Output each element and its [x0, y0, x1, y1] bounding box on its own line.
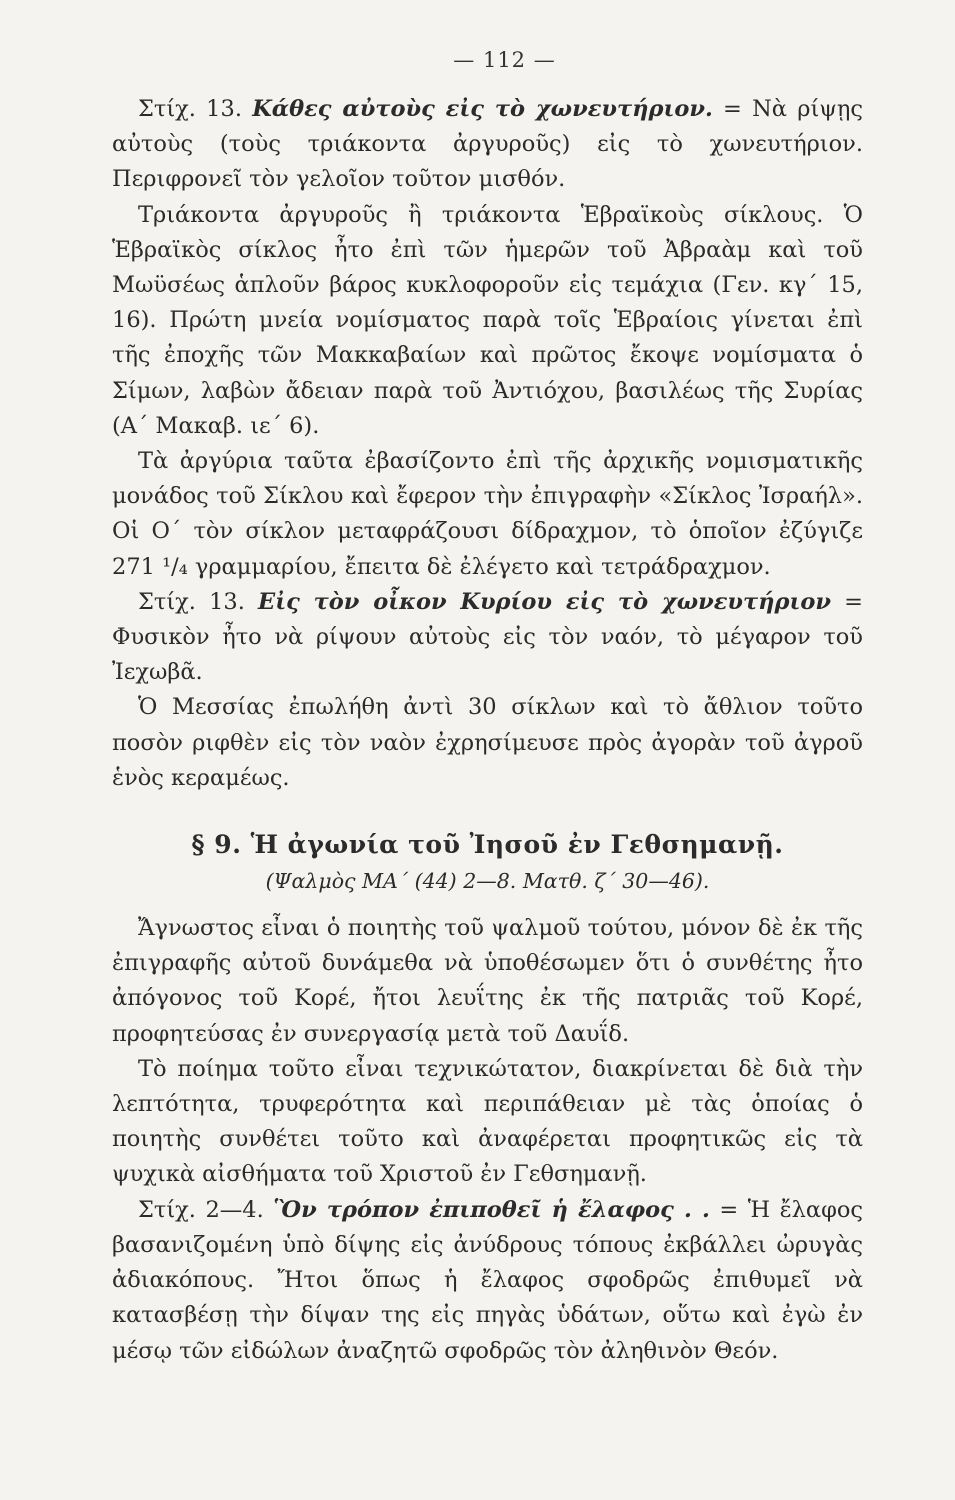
section-references: (Ψαλμὸς ΜΑ΄ (44) 2—8. Ματθ. ζ΄ 30—46).	[265, 869, 710, 894]
paragraph-poem-technical: Τὸ ποίημα τοῦτο εἶναι τεχνικώτατον, διακρίνεται δὲ διὰ τὴν λεπτότητα, τρυφερότητα καὶ περιπάθειαν μὲ τὰς ὁποίας ὁ ποιητὴς συνθέτει τοῦτο καὶ ἀναφέρεται προφητικῶς εἰς τὰ ψυχικὰ αἰσθήματα τοῦ Χριστοῦ ἐν Γεθσημανῇ.	[112, 1055, 863, 1188]
page-number: — 112 —	[453, 48, 556, 72]
paragraph-messiah-sold: Ὁ Μεσσίας ἐπωλήθη ἀντὶ 30 σίκλων καὶ τὸ ἄθλιον τοῦτο ποσὸν ριφθὲν εἰς τὸν ναὸν ἐχρησίμευσε πρὸς ἀγορὰν τοῦ ἀγροῦ ἑνὸς κεραμέως.	[112, 694, 863, 791]
verse-lemma: Εἰς τὸν οἶκον Κυρίου εἰς τὸ χωνευτήριον	[258, 588, 831, 615]
verse-ref: Στίχ. 13.	[138, 96, 242, 122]
verse-lemma: Ὃν τρόπον ἐπιποθεῖ ἡ ἔλαφος . .	[273, 1196, 710, 1223]
paragraph-verse-13a	[112, 92, 863, 198]
paragraph-verse-2-4	[112, 1193, 863, 1369]
paragraph-silver-coins: Τριάκοντα ἀργυροῦς ἢ τριάκοντα Ἑβραϊκοὺς σίκλους. Ὁ Ἑβραϊκὸς σίκλος ἦτο ἐπὶ τῶν ἡμερῶν τοῦ Ἀβραὰμ καὶ τοῦ Μωϋσέως ἁπλοῦν βάρος κυκλοφοροῦν εἰς τεμάχια (Γεν. κγ΄ 15, 16). Πρώτη μνεία νομίσματος παρὰ τοῖς Ἑβραίοις γίνεται ἐπὶ τῆς ἐποχῆς τῶν Μακκαβαίων καὶ πρῶτος ἔκοψε νομίσματα ὁ Σίμων, λαβὼν ἄδειαν παρὰ τοῦ Ἀντιόχου, βασιλέως τῆς Συρίας (Α΄ Μακαβ. ιε΄ 6).	[112, 201, 863, 439]
verse-lemma: Κάθες αὐτοὺς εἰς τὸ χωνευτήριον.	[252, 96, 713, 122]
paragraph-text: = Νὰ ρίψῃς αὐτοὺς (τοὺς τριάκοντα ἀργυροῦς) εἰς τὸ χωνευτήριον. Περιφρονεῖ τὸν γελοῖον τοῦτον μισθόν.	[112, 96, 864, 193]
paragraph-text: = Φυσικὸν ἦτο νὰ ρίψουν αὐτοὺς εἰς τὸν ναόν, τὸ μέγαρον τοῦ Ἰεχωβᾶ.	[112, 588, 864, 686]
paragraph-text: = Ἡ ἔλαφος βασανιζομένη ὑπὸ δίψης εἰς ἀνύδρους τόπους ἐκβάλλει ὠρυγὰς ἀδιακόπους. Ἤτοι ὅπως ἡ ἔλαφος σφοδρῶς ἐπιθυμεῖ νὰ κατασβέσῃ τὴν δίψαν της εἰς πηγὰς ὑδάτων, οὕτω καὶ ἐγὼ ἐν μέσῳ τῶν εἰδώλων ἀναζητῶ σφοδρῶς τὸν ἀληθινὸν Θεόν.	[112, 1196, 864, 1364]
paragraph-shekel: Τὰ ἀργύρια ταῦτα ἐβασίζοντο ἐπὶ τῆς ἀρχικῆς νομισματικῆς μονάδος τοῦ Σίκλου καὶ ἔφερον τὴν ἐπιγραφὴν «Σίκλος Ἰσραήλ». Οἱ Ο΄ τὸν σίκλον μεταφράζουσι δίδραχμον, τὸ ὁποῖον ἐζύγιζε 271 ¹/₄ γραμμαρίου, ἔπειτα δὲ ἐλέγετο καὶ τετράδραχμον.	[112, 448, 863, 580]
paragraph-unknown-poet: Ἄγνωστος εἶναι ὁ ποιητὴς τοῦ ψαλμοῦ τούτου, μόνον δὲ ἐκ τῆς ἐπιγραφῆς αὐτοῦ δυνάμεθα νὰ ὑποθέσωμεν ὅτι ὁ συνθέτης ἦτο ἀπόγονος τοῦ Κορέ, ἤτοι λευΐτης ἐκ τῆς πατριᾶς τοῦ Κορέ, προφητεύσας ἐν συνεργασίᾳ μετὰ τοῦ Δαυΐδ.	[112, 915, 863, 1047]
section-title: § 9. Ἡ ἀγωνία τοῦ Ἰησοῦ ἐν Γεθσημανῇ.	[191, 830, 784, 860]
verse-ref: Στίχ. 2—4.	[138, 1196, 264, 1223]
verse-ref: Στίχ. 13.	[138, 588, 245, 615]
paragraph-verse-13b	[112, 585, 863, 691]
